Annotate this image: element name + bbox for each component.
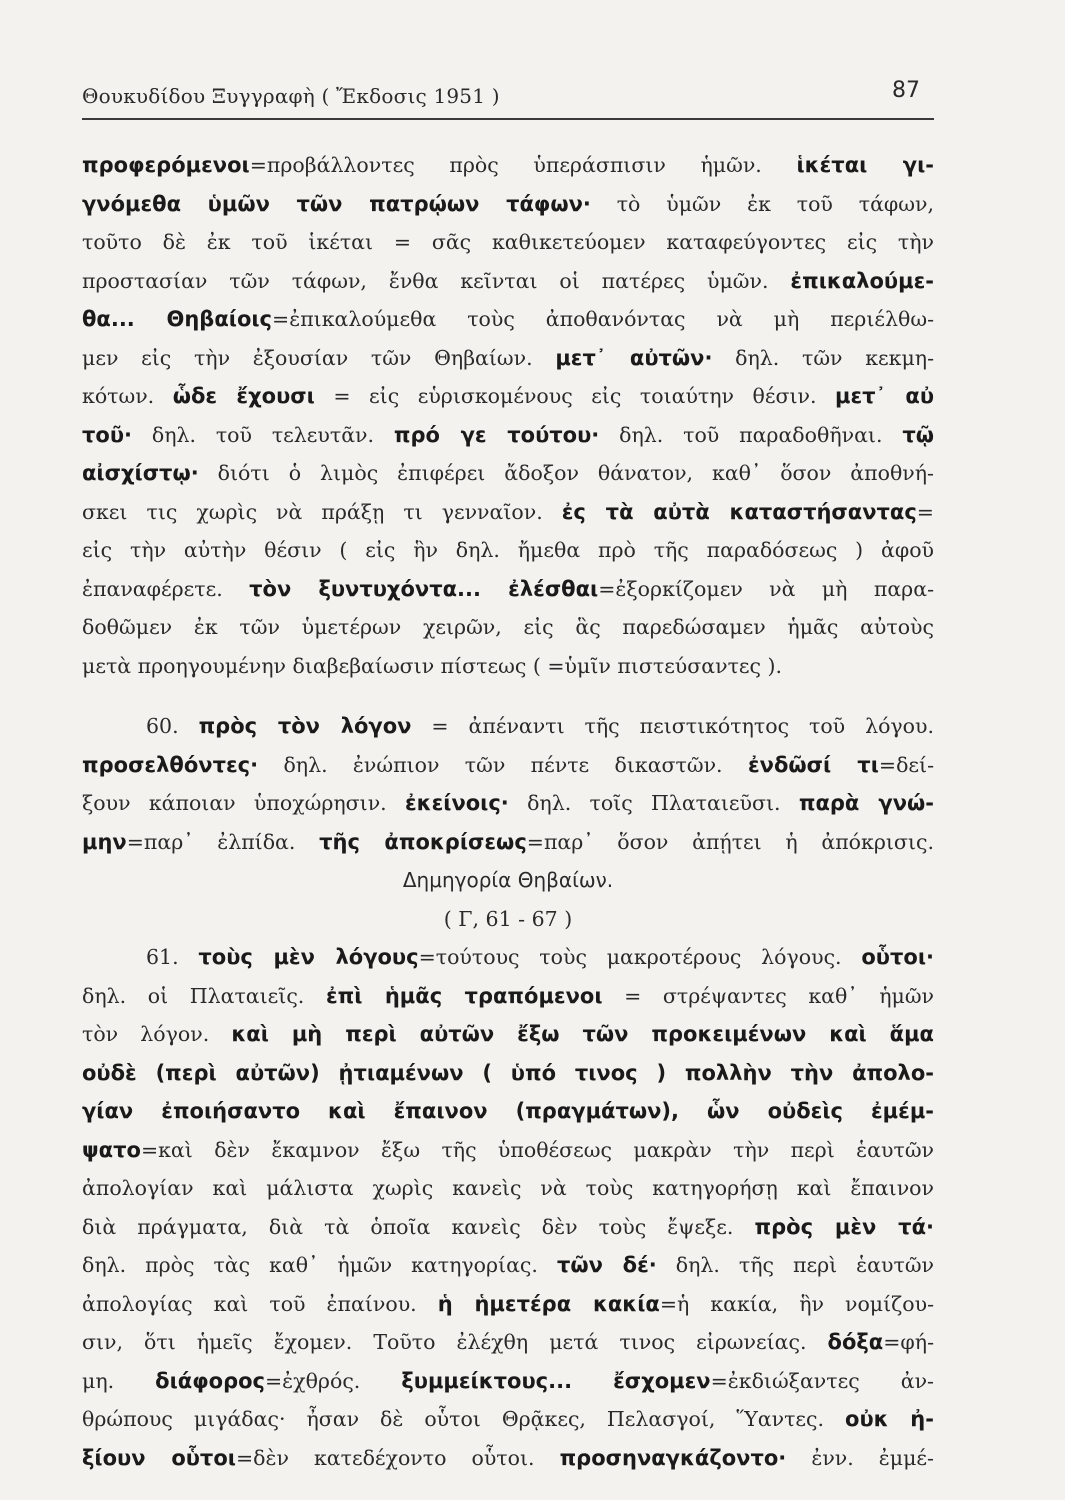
text-line: διὰ πράγματα, διὰ τὰ ὁποῖα κανεὶς δὲν τοὺς ἔψεξε. πρὸς μὲν τά· (82, 1214, 934, 1239)
text-line: προφερόμενοι=προβάλλοντες πρὸς ὑπεράσπισιν ἡμῶν. ἱκέται γι- (82, 153, 934, 177)
text-line: ἀπολογίας καὶ τοῦ ἐπαίνου. ἡ ἡμετέρα κακία=ἡ κακία, ἣν νομίζου- (82, 1291, 934, 1316)
text-line: σιν, ὅτι ἡμεῖς ἔχομεν. Τοῦτο ἐλέχθη μετά τινος εἰρωνείας. δόξα=φή- (82, 1330, 934, 1354)
text-line: οὐδὲ (περὶ αὐτῶν) ᾐτιαμένων ( ὑπό τινος ) πολλὴν τὴν ἀπολο- (82, 1060, 934, 1085)
text-line: ξουν κάποιαν ὑποχώρησιν. ἐκείνοις· δηλ. τοῖς Πλαταιεῦσι. παρὰ γνώ- (82, 791, 934, 815)
running-header (82, 78, 934, 120)
text-line: κότων. ὧδε ἔχουσι = εἰς εὑρισκομένους εἰς τοιαύτην θέσιν. μετ᾽ αὐ (82, 384, 934, 408)
text-line: ἀπολογίαν καὶ μάλιστα χωρὶς κανεὶς νὰ τοὺς κατηγορήσῃ καὶ ἔπαινον (82, 1176, 934, 1200)
text-line: εἰς τὴν αὐτὴν θέσιν ( εἰς ἣν δηλ. ἤμεθα πρὸ τῆς παραδόσεως ) ἀφοῦ (82, 538, 934, 562)
text-line: τὸν λόγον. καὶ μὴ περὶ αὐτῶν ἔξω τῶν προκειμένων καὶ ἅμα (82, 1022, 934, 1046)
text-line: μην=παρ᾽ ἐλπίδα. τῆς ἀποκρίσεως=παρ᾽ ὅσον ἀπῄτει ἡ ἀπόκρισις. (82, 829, 934, 854)
text-line: δοθῶμεν ἐκ τῶν ὑμετέρων χειρῶν, εἰς ἃς παρεδώσαμεν ἡμᾶς αὐτοὺς (82, 615, 934, 639)
text-line: μετὰ προηγουμένην διαβεβαίωσιν πίστεως ( =ὑμῖν πιστεύσαντες ). (82, 653, 783, 678)
text-line: θρώπους μιγάδας· ἦσαν δὲ οὗτοι Θρᾷκες, Πελασγοί, Ὕαντες. οὐκ ἠ- (82, 1407, 934, 1431)
page-number: 87 (892, 78, 920, 103)
text-line: τοῦ· δηλ. τοῦ τελευτᾶν. πρό γε τούτου· δηλ. τοῦ παραδοθῆναι. τῷ (82, 422, 934, 447)
text-line: 60. πρὸς τὸν λόγον = ἀπέναντι τῆς πειστικότητος τοῦ λόγου. (146, 714, 934, 738)
text-line: σκει τις χωρὶς νὰ πράξῃ τι γενναῖον. ἐς τὰ αὐτὰ καταστήσαντας= (82, 499, 934, 524)
text-line: δηλ. οἱ Πλαταιεῖς. ἐπὶ ἡμᾶς τραπόμενοι = στρέψαντες καθ᾽ ἡμῶν (82, 983, 934, 1008)
text-line: ψατο=καὶ δὲν ἔκαμνον ἔξω τῆς ὑποθέσεως μακρὰν τὴν περὶ ἑαυτῶν (82, 1137, 934, 1162)
section-reference: ( Γ, 61 - 67 ) (443, 906, 573, 931)
text-line: μεν εἰς τὴν ἐξουσίαν τῶν Θηβαίων. μετ᾽ αὐτῶν· δηλ. τῶν κεκμη- (82, 345, 934, 370)
text-line: ἐπαναφέρετε. τὸν ξυντυχόντα... ἐλέσθαι=ἐξορκίζομεν νὰ μὴ παρα- (82, 576, 934, 601)
text-line: αἰσχίστῳ· διότι ὁ λιμὸς ἐπιφέρει ἄδοξον θάνατον, καθ᾽ ὅσον ἀποθνή- (82, 461, 934, 485)
text-line: 61. τοὺς μὲν λόγους=τούτους τοὺς μακροτέρους λόγους. οὗτοι· (146, 945, 934, 969)
text-line: μη. διάφορος=ἐχθρός. ξυμμείκτους... ἔσχομεν=ἐκδιώξαντες ἀν- (82, 1368, 934, 1393)
commentary-text (82, 146, 934, 1477)
text-line: τοῦτο δὲ ἐκ τοῦ ἱκέται = σᾶς καθικετεύομεν καταφεύγοντες εἰς τὴν (82, 230, 934, 254)
text-line: προσελθόντες· δηλ. ἐνώπιον τῶν πέντε δικαστῶν. ἐνδῶσί τι=δεί- (82, 752, 935, 777)
header-title: Θουκυδίδου Ξυγγραφὴ ( Ἔκδοσις 1951 ) (82, 84, 500, 108)
text-line: δηλ. πρὸς τὰς καθ᾽ ἡμῶν κατηγορίας. τῶν δέ· δηλ. τῆς περὶ ἑαυτῶν (82, 1253, 934, 1277)
section-heading: Δημηγορία Θηβαίων. (402, 868, 614, 892)
text-line: γίαν ἐποιήσαντο καὶ ἔπαινον (πραγμάτων), ὧν οὐδεὶς ἐμέμ- (82, 1099, 934, 1123)
text-line: γνόμεθα ὑμῶν τῶν πατρῴων τάφων· τὸ ὑμῶν ἐκ τοῦ τάφων, (82, 191, 934, 216)
text-line: θα... Θηβαίοις=ἐπικαλούμεθα τοὺς ἀποθανόντας νὰ μὴ περιέλθω- (82, 307, 934, 331)
text-line: ξίουν οὗτοι=δὲν κατεδέχοντο οὗτοι. προσηναγκάζοντο· ἐνν. ἐμμέ- (82, 1445, 934, 1470)
text-line: προστασίαν τῶν τάφων, ἔνθα κεῖνται οἱ πατέρες ὑμῶν. ἐπικαλούμε- (82, 268, 934, 293)
